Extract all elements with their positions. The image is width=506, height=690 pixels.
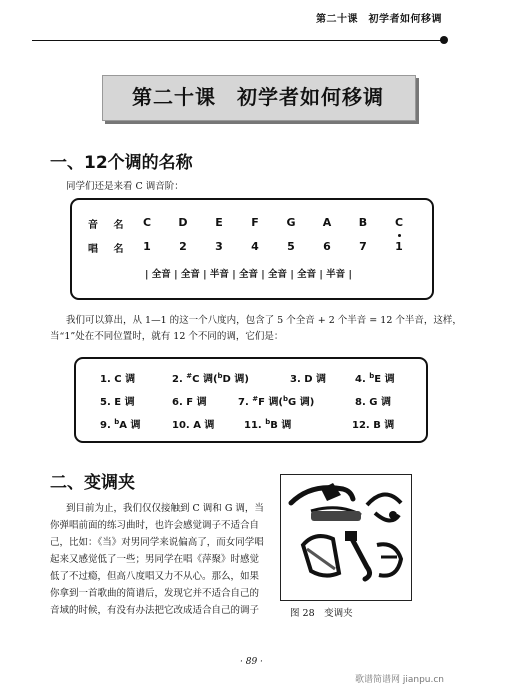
note-name: E (215, 216, 223, 229)
note-name: A (322, 216, 332, 229)
solfege-number: 7 (359, 240, 367, 253)
note-name: B (358, 216, 368, 229)
solfege-number: 4 (251, 240, 259, 253)
body-line: 你弹唱前面的练习曲时，也许会感觉调子不适合自 (50, 520, 260, 531)
interval-steps: | 全音 | 全音 | 半音 | 全音 | 全音 | 全音 | 半音 | (145, 269, 352, 280)
capo-illustration-icon (281, 475, 411, 600)
lesson-title: 第二十课 初学者如何移调 (132, 85, 384, 109)
section2-heading: 二、变调夹 (50, 473, 135, 493)
figure-caption: 图 28 变调夹 (290, 608, 353, 619)
body-line: 你拿到一首歌曲的简谱后，发现它并不适合自己的 (50, 588, 260, 599)
key-item: 10. A 调 (172, 420, 215, 431)
key-item: 7. #F 调($^b$G 调) (238, 395, 315, 408)
key-item: 6. F 调 (172, 397, 207, 408)
solfege-high-do (387, 240, 411, 253)
solfege-number: 1 (395, 240, 403, 253)
header-dot (440, 36, 448, 44)
body-line: 起来又感觉低了一些；男同学在唱《萍聚》时感觉 (50, 554, 260, 565)
body-line: 到目前为止，我们仅仅接触到 C 调和 G 调，当 (66, 503, 264, 514)
octave-dot-icon (398, 234, 401, 237)
key-item: 12. B 调 (352, 420, 395, 431)
key-item: 4. $^b$E 调 (355, 372, 395, 385)
note-name: D (178, 216, 188, 229)
explain-line-2: 当“1”处在不同位置时，就有 12 个不同的调，它们是： (50, 331, 284, 342)
key-item: 1. C 调 (100, 374, 136, 385)
solfege-number: 6 (323, 240, 331, 253)
header-rule (32, 40, 442, 41)
watermark: 歌谱简谱网 jianpu.cn (355, 675, 445, 685)
note-name: C (142, 216, 152, 229)
section1-heading: 一、12个调的名称 (50, 153, 193, 173)
key-item: 2. #C 调($^b$D 调) (172, 372, 249, 385)
solfege-number: 5 (287, 240, 295, 253)
body-line: 音域的时候，有没有办法把它改成适合自己的调子 (50, 605, 260, 616)
key-item: 5. E 调 (100, 397, 135, 408)
note-name: F (251, 216, 259, 229)
explain-line-1: 我们可以算出，从 1—1 的这一个八度内，包含了 5 个全音 + 2 个半音 = 12 个半音，这样， (66, 315, 462, 326)
note-name: C (394, 216, 404, 229)
note-name: G (286, 216, 296, 229)
capo-figure (280, 474, 412, 601)
body-line: 己，比如：《当》对男同学来说偏高了，而女同学唱 (50, 537, 264, 548)
solfege-number: 1 (143, 240, 151, 253)
solfege-label: 唱 名 (88, 244, 130, 255)
body-line: 低了不过瘾，但高八度唱又力不从心。那么，如果 (50, 571, 260, 582)
key-item: 11. $^b$B 调 (244, 418, 292, 431)
section1-intro: 同学们还是来看 C 调音阶： (66, 181, 184, 192)
page-number: · 89 · (240, 657, 263, 667)
key-item: 8. G 调 (355, 397, 391, 408)
running-header: 第二十课 初学者如何移调 (316, 14, 442, 25)
note-name-label: 音 名 (88, 220, 130, 231)
key-item: 3. D 调 (290, 374, 327, 385)
solfege-number: 2 (179, 240, 187, 253)
key-item: 9. $^b$A 调 (100, 418, 141, 431)
solfege-number: 3 (215, 240, 223, 253)
